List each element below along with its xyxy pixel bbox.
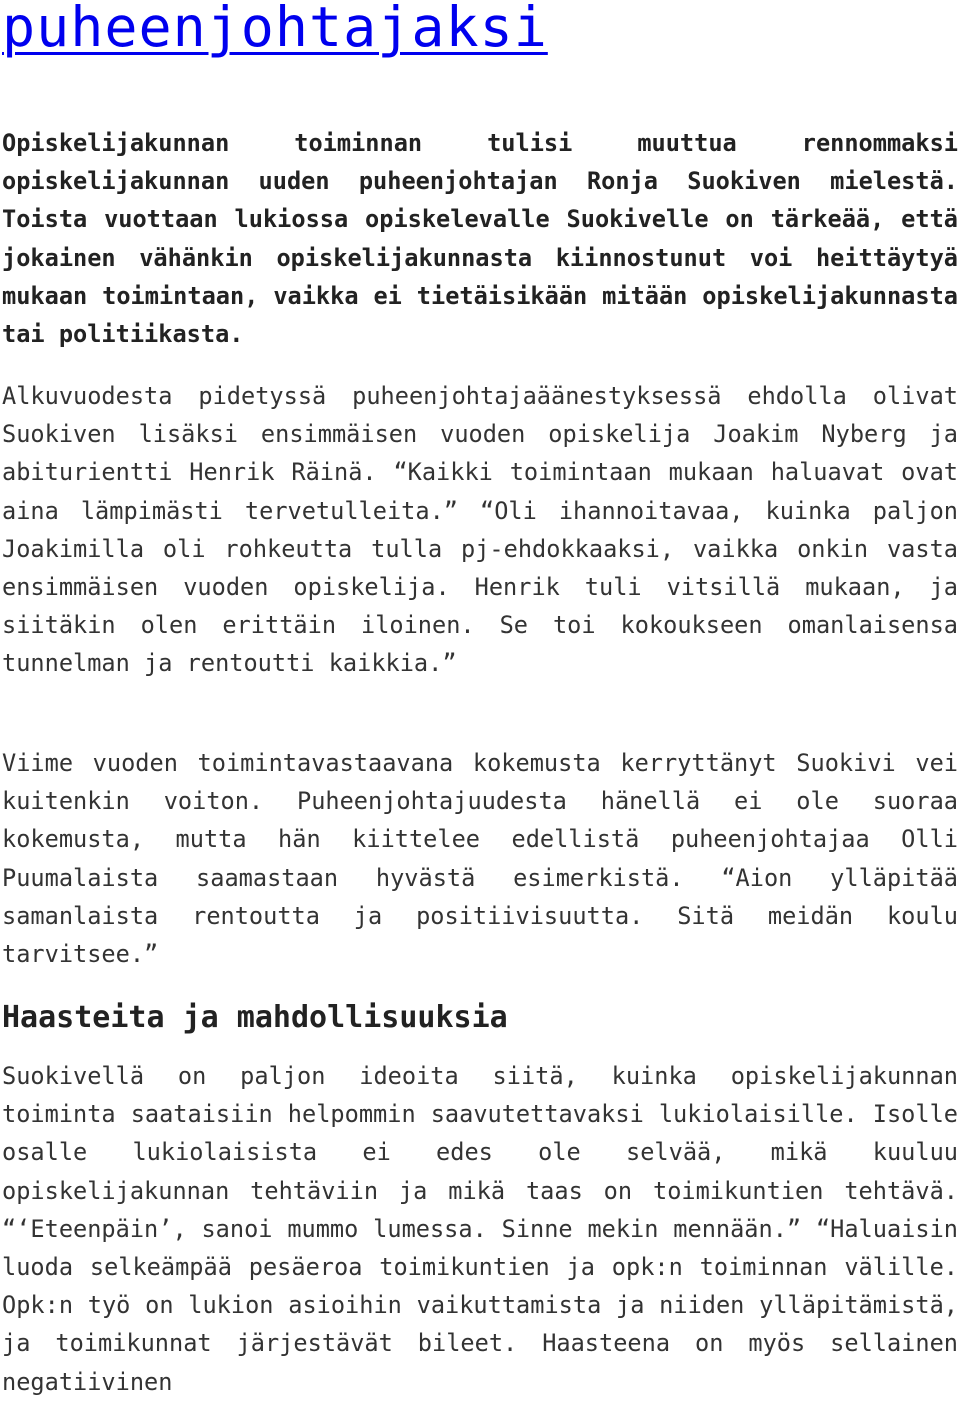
body-paragraph-challenges: Suokivellä on paljon ideoita siitä, kuinka opiskelijakunnan toiminta saataisiin helpommin saavutettavaksi lukiolaisille. Isolle osalle lukiolaisista ei edes ole selvää, mikä kuuluu opiskelijakunnan tehtäviin ja mikä taas on toimikuntien tehtävä. “‘Eteenpäin’, sanoi mummo lumessa. Sinne mekin mennään.” “Haluaisin luoda selkeämpää pesäeroa toimikuntien ja opk:n toiminnan välille. Opk:n työ on lukion asioihin vaikuttamista ja niiden ylläpitämistä, ja toimikunnat järjestävät bileet. Haasteena on myös sellainen negatiivinen — [2, 1062, 958, 1396]
lead-paragraph: Opiskelijakunnan toiminnan tulisi muuttua rennommaksi opiskelijakunnan uuden puheenjohtajan Ronja Suokiven mielestä. Toista vuottaan lukiossa opiskelevalle Suokivelle on tärkeää, että jokainen vähänkin opiskelijakunnasta kiinnostunut voi heittäytyä mukaan toimintaan, vaikka ei tietäisikään mitään opiskelijakunnasta tai politiikasta. — [2, 129, 958, 349]
article-title-link[interactable]: puheenjohtajaksi — [2, 0, 548, 59]
section-heading: Haasteita ja mahdollisuuksia — [2, 1000, 508, 1035]
body-paragraph-victory: Viime vuoden toimintavastaavana kokemusta kerryttänyt Suokivi vei kuitenkin voiton. Puheenjohtajuudesta hänellä ei ole suoraa kokemusta, mutta hän kiittelee edellistä puheenjohtajaa Olli Puumalaista saamastaan hyvästä esimerkistä. “Aion ylläpitää samanlaista rentoutta ja positiivisuutta. Sitä meidän koulu tarvitsee.” — [2, 749, 958, 969]
body-paragraph-candidates: Alkuvuodesta pidetyssä puheenjohtajaäänestyksessä ehdolla olivat Suokiven lisäksi ensimmäisen vuoden opiskelija Joakim Nyberg ja abiturientti Henrik Räinä. “Kaikki toimintaan mukaan haluavat ovat aina lämpimästi tervetulleita.” “Oli ihannoitavaa, kuinka paljon Joakimilla oli rohkeutta tulla pj-ehdokkaaksi, vaikka onkin vasta ensimmäisen vuoden opiskelija. Henrik tuli vitsillä mukaan, ja siitäkin olen erittäin iloinen. Se toi kokoukseen omanlaisensa tunnelman ja rentoutti kaikkia.” — [2, 382, 958, 678]
